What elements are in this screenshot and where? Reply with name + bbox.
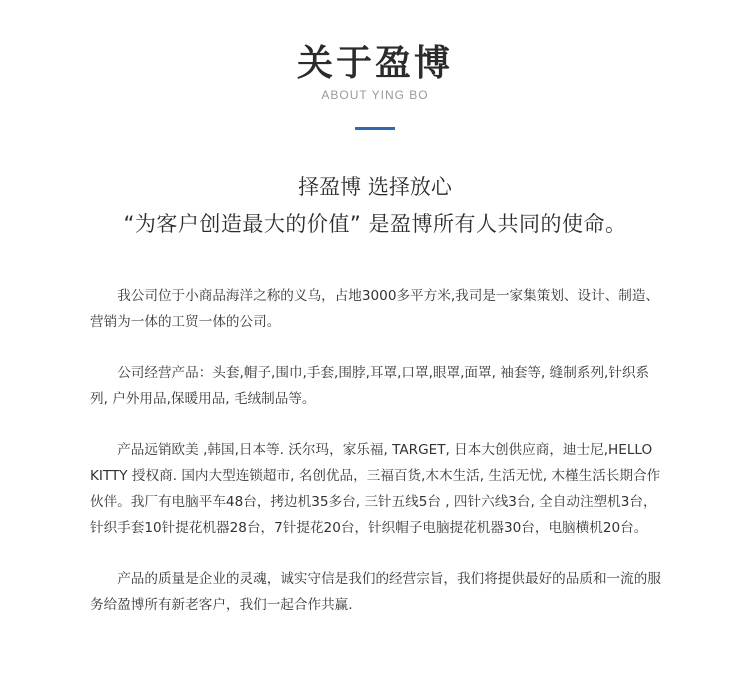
page-title: 关于盈博 [296,43,453,84]
paragraph-products: 公司经营产品：头套,帽子,围巾,手套,围脖,耳罩,口罩,眼罩,面罩, 袖套等, 缝制系列,针织系列, 户外用品,保暖用品, 毛绒制品等。 [90,365,650,407]
company-description [90,283,665,643]
title-divider [355,127,395,130]
page-subtitle: ABOUT YING BO [321,88,429,102]
paragraph-location: 我公司位于小商品海洋之称的义乌，占地3000多平方米,我司是一家集策划、设计、制造、营销为一体的工贸一体的公司。 [90,288,660,330]
slogan-line-1: 择盈博 选择放心 [298,175,452,199]
slogan-line-2: “为客户创造最大的价值” 是盈博所有人共同的使命。 [123,212,627,236]
paragraph-markets: 产品远销欧美 ,韩国,日本等. 沃尔玛，家乐福, TARGET, 日本大创供应商，迪士尼,HELLO KITTY 授权商. 国内大型连锁超市, 名创优品，三福百货,木木生活, 生活无忧, 木槿生活长期合作伙伴。我厂有电脑平车48台，拷边机35多台, 三针五线5台 , 四针六线3台, 全自动注塑机3台，针织手套10针提花机器28台，7针提花20台，针织帽子电脑提花机器30台，电脑横机20台。 [90,442,661,536]
paragraph-quality: 产品的质量是企业的灵魂，诚实守信是我们的经营宗旨，我们将提供最好的品质和一流的服务给盈博所有新老客户，我们一起合作共赢. [90,571,661,613]
